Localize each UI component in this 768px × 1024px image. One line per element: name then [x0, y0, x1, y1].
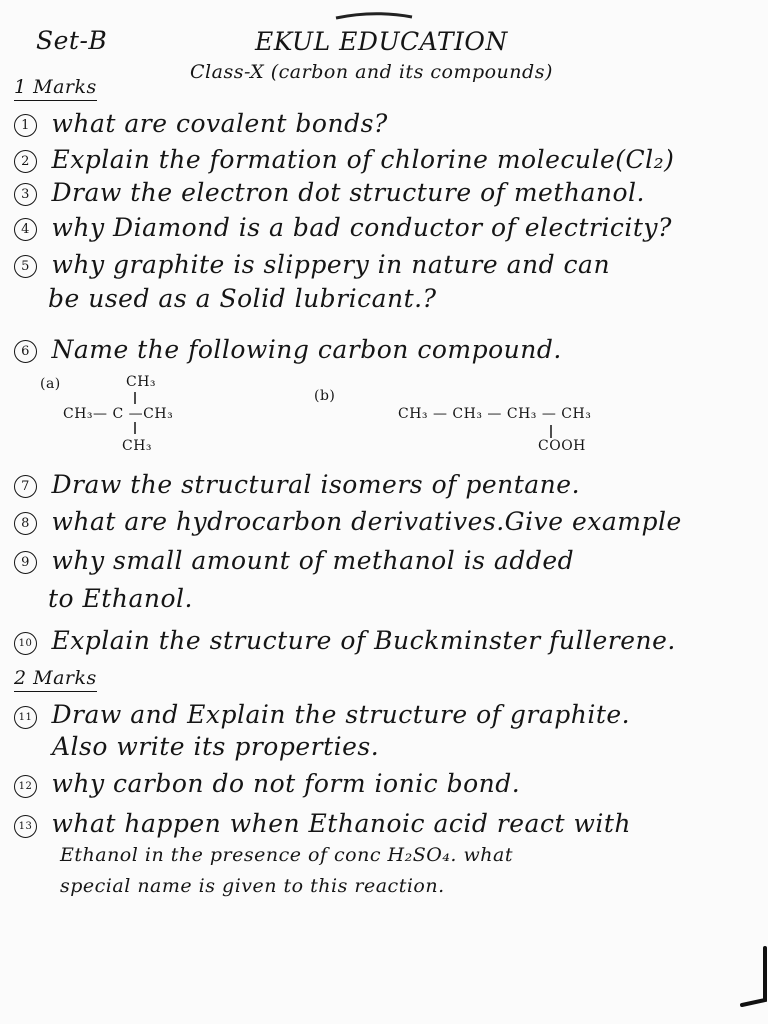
question-number-1: 1: [14, 114, 37, 137]
question-2: [14, 145, 674, 174]
question-9-continuation: to Ethanol.: [48, 584, 193, 613]
question-9: [14, 546, 574, 575]
question-text-13: what happen when Ethanoic acid react with: [51, 809, 631, 838]
question-5-continuation: be used as a Solid lubricant.?: [48, 284, 437, 313]
question-11-continuation: Also write its properties.: [52, 732, 380, 761]
school-title: EKUL EDUCATION: [255, 27, 508, 56]
compound-a-main-chain: CH₃— C —CH₃: [63, 406, 174, 422]
compound-b-main-chain: CH₃ — CH₃ — CH₃ — CH₃: [398, 406, 592, 422]
question-number-5: 5: [14, 255, 37, 278]
class-title: Class-X (carbon and its compounds): [190, 61, 553, 83]
question-text-11: Draw and Explain the structure of graphite.: [51, 700, 631, 729]
compound-a-bottom-group: CH₃: [122, 438, 153, 454]
question-text-8: what are hydrocarbon derivatives.Give example: [51, 507, 682, 536]
compound-b-branch-bond: [544, 424, 558, 440]
section-1-marks: 1 Marks: [14, 76, 97, 101]
question-text-7: Draw the structural isomers of pentane.: [51, 470, 581, 499]
section-2-marks: 2 Marks: [14, 667, 97, 692]
question-11: [14, 700, 630, 729]
question-text-9: why small amount of methanol is added: [51, 546, 575, 575]
question-number-8: 8: [14, 512, 37, 535]
question-8: [14, 507, 682, 536]
question-6: [14, 335, 562, 364]
question-number-6: 6: [14, 340, 37, 363]
question-text-5: why graphite is slippery in nature and can: [51, 250, 611, 279]
compound-b-label: (b): [314, 388, 336, 404]
top-ink-smudge: [334, 12, 414, 22]
question-number-12: 12: [14, 775, 37, 798]
compound-a-top-group: CH₃: [126, 374, 157, 390]
question-7: [14, 470, 580, 499]
question-text-10: Explain the structure of Buckminster fullerene.: [51, 626, 676, 655]
question-5: [14, 250, 610, 279]
question-text-4: why Diamond is a bad conductor of electricity?: [51, 213, 672, 242]
question-text-1: what are covalent bonds?: [51, 109, 388, 138]
question-10: [14, 626, 676, 655]
question-text-6: Name the following carbon compound.: [51, 335, 562, 364]
question-number-11: 11: [14, 706, 37, 729]
question-13-continuation-1: Ethanol in the presence of conc H₂SO₄. what: [60, 844, 513, 866]
question-text-12: why carbon do not form ionic bond.: [51, 769, 521, 798]
question-number-7: 7: [14, 475, 37, 498]
question-number-9: 9: [14, 551, 37, 574]
question-12: [14, 769, 520, 798]
question-number-10: 10: [14, 632, 37, 655]
compound-a-bonds: [128, 392, 142, 438]
question-text-3: Draw the electron dot structure of methanol.: [51, 178, 645, 207]
question-text-2: Explain the formation of chlorine molecule(Cl₂): [51, 145, 675, 174]
question-1: [14, 109, 388, 138]
question-number-2: 2: [14, 150, 37, 173]
question-number-3: 3: [14, 183, 37, 206]
compound-b-branch-group: COOH: [538, 438, 586, 454]
question-4: [14, 213, 672, 242]
question-3: [14, 178, 645, 207]
question-13-continuation-2: special name is given to this reaction.: [60, 875, 445, 897]
question-number-4: 4: [14, 218, 37, 241]
question-13: [14, 809, 631, 838]
right-edge-mark: [738, 945, 768, 1010]
compound-a-label: (a): [40, 376, 61, 392]
set-label: Set-B: [36, 26, 108, 55]
question-number-13: 13: [14, 815, 37, 838]
